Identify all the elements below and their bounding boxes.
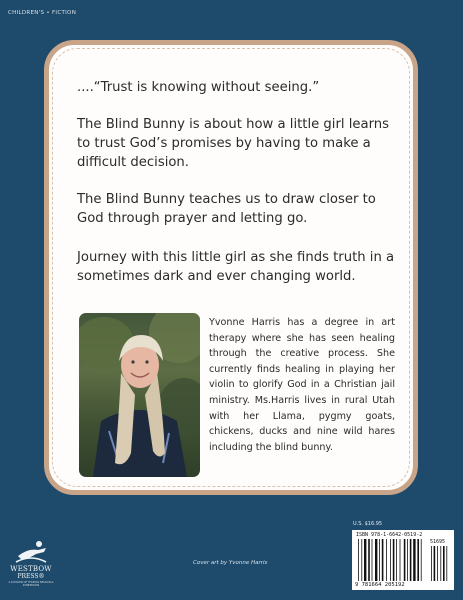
publisher-logo xyxy=(6,538,56,596)
author-photo xyxy=(79,313,200,477)
isbn-label: ISBN 978-1-6642-0519-2 xyxy=(356,532,423,538)
reading-figure-icon xyxy=(6,538,56,566)
cover-art-credit: Cover art by Yvonne Harris xyxy=(193,560,268,566)
isbn-barcode xyxy=(352,530,454,590)
blurb-paragraph-2: The Blind Bunny teaches us to draw closer to God through prayer and letting go. xyxy=(77,192,376,226)
publisher-press: PRESS® xyxy=(17,573,45,580)
blurb-quote: ....“Trust is knowing without seeing.” xyxy=(77,80,320,95)
isbn-addon-digits: 51695 xyxy=(430,539,446,545)
publisher-name: WESTBOW xyxy=(10,565,52,573)
blurb-paragraph-3: Journey with this little girl as she finds truth in a sometimes dark and ever changing world. xyxy=(77,250,395,284)
author-portrait-illustration xyxy=(79,313,200,477)
author-bio: Yvonne Harris has a degree in art therapy where she has seen healing through the creative process. She currently finds healing in playing her violin to glorify God in a Christian jail ministry. Ms.Harris lives in rural Utah with her Llama, pygmy goats, chickens, ducks and nine wild hares including the blind bunny. xyxy=(209,317,395,453)
blurb-card xyxy=(44,40,418,495)
barcode-digits: 9 781664 205192 xyxy=(355,582,405,588)
blurb-paragraph-1: The Blind Bunny is about how a little girl learns to trust God’s promises by having to make a difficult decision. xyxy=(77,117,390,170)
publisher-tagline: A DIVISION OF THOMAS NELSON & ZONDERVAN xyxy=(8,581,54,588)
genre-label: CHILDREN'S • FICTION xyxy=(8,10,77,16)
price-label: U.S. $16.95 xyxy=(353,521,383,527)
